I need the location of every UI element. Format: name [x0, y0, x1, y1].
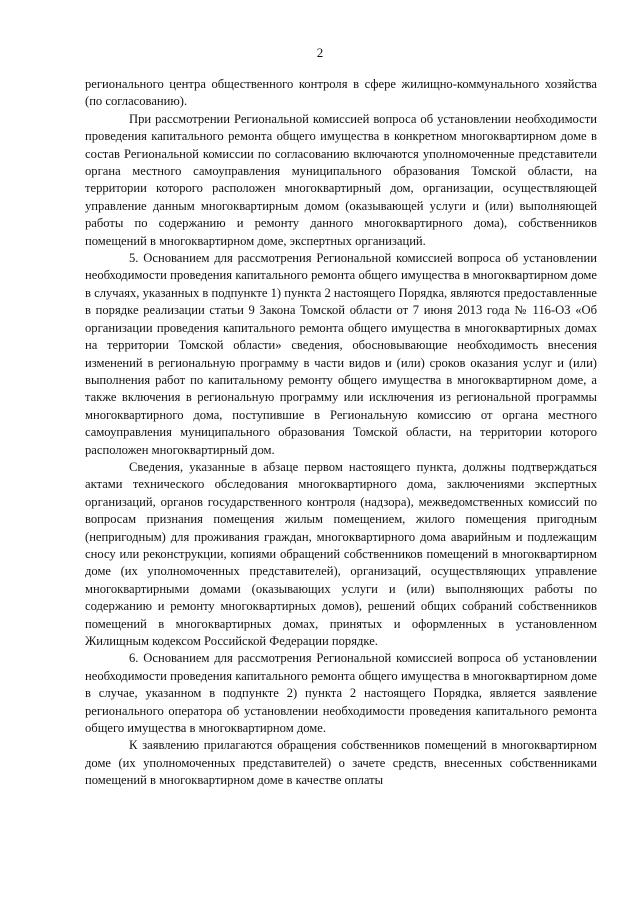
paragraph-commission-composition: При рассмотрении Региональной комиссией вопроса об установлении необходимости проведения капитального ремонта общего имущества в конкретном многоквартирном доме в состав Региональной комиссии по согласованию включаются уполномоченные представители органа местного самоуправления муниципального образования Томской области, на территории которого расположен многоквартирный дом, организации, осуществляющей управление данным многоквартирным домом (оказывающей услуги и (или) выполняющей работы по содержанию и ремонту данного многоквартирного дома), собственников помещений в многоквартирном доме, экспертных организаций. [85, 111, 597, 248]
paragraph-item-6-attachments: К заявлению прилагаются обращения собственников помещений в многоквартирном доме (их уполномоченных представителей) о зачете средств, внесенных собственниками помещений в многоквартирном доме в качестве оплаты [85, 738, 597, 788]
paragraph-item-5: 5. Основанием для рассмотрения Региональной комиссией вопроса об установлении необходимости проведения капитального ремонта общего имущества в многоквартирном доме в случаях, указанных в подпункте 1) пункта 2 настоящего Порядка, являются предоставленные в порядке реализации статьи 9 Закона Томской области от 7 июня 2013 года № 116-ОЗ «Об организации проведения капитального ремонта общего имущества в многоквартирных домах на территории Томской области» сведения, обосновывающие необходимость внесения изменений в региональную программу в части видов и (или) сроков оказания услуг и (или) выполнения работ по капитальному ремонту общего имущества в многоквартирном доме, а также включения в региональную программу или исключения из региональной программы многоквартирного дома, поступившие в Региональную комиссию от органа местного самоуправления муниципального образования Томской области, на территории которого расположен многоквартирный дом. [85, 251, 597, 457]
page-number: 2 [316, 45, 324, 60]
paragraph-item-5-evidence: Сведения, указанные в абзаце первом настоящего пункта, должны подтверждаться актами технического обследования многоквартирного дома, заключениями экспертных организаций, органов государственного контроля (надзора), межведомственных комиссий по вопросам признания помещения жилым помещением, жилого помещения пригодным (непригодным) для проживания граждан, многоквартирного дома аварийным и подлежащим сносу или реконструкции, копиями обращений собственников помещений в многоквартирном доме (их уполномоченных представителей), организаций, осуществляющих управление многоквартирными домами (оказывающих услуги и (или) выполняющих работы по содержанию и ремонту многоквартирных домов), решений общих собраний собственников помещений в многоквартирных домах, принятых и оформленных в установленном Жилищным кодексом Российской Федерации порядке. [85, 459, 597, 648]
paragraph-continuation: регионального центра общественного контроля в сфере жилищно-коммунального хозяйства (по согласованию). [85, 77, 597, 109]
paragraph-item-6: 6. Основанием для рассмотрения Региональной комиссией вопроса об установлении необходимости проведения капитального ремонта общего имущества в многоквартирном доме в случае, указанном в подпункте 2) пункта 2 настоящего Порядка, является заявление регионального оператора об установлении необходимости проведения капитального ремонта общего имущества в многоквартирном доме. [85, 651, 597, 736]
document-body [85, 76, 597, 790]
